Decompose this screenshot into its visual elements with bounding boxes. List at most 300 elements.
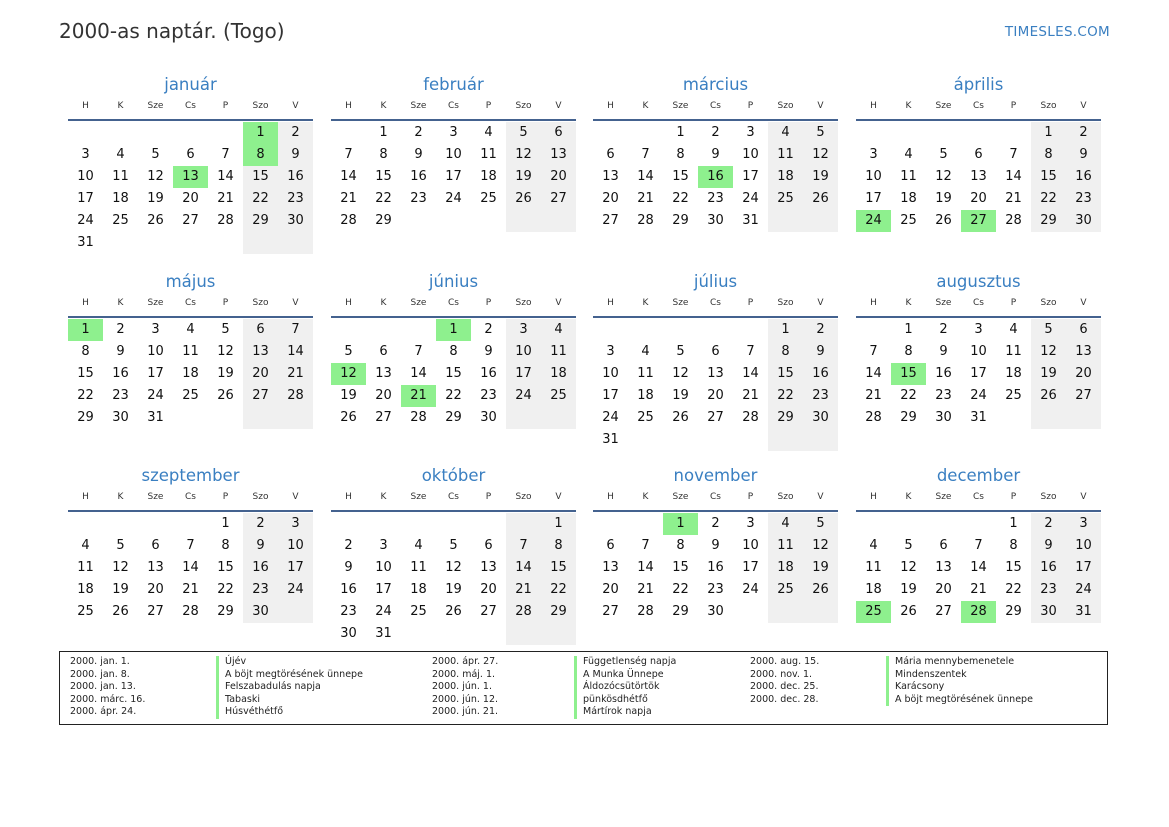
holiday-name: Mária mennybemenetele (886, 656, 1033, 669)
day-cell: 7 (746, 344, 755, 359)
day-cell: 29 (768, 407, 803, 429)
holiday-date: 2000. márc. 16. (70, 693, 146, 705)
month-2 (331, 74, 576, 232)
weekday-label: Cs (710, 101, 721, 111)
weekday-label: V (292, 101, 299, 111)
day-cell: 22 (243, 188, 278, 210)
day-cell: 2 (278, 122, 313, 144)
day-cell: 18 (410, 582, 427, 597)
holiday-date: 2000. dec. 25. (750, 681, 819, 693)
day-grid (331, 122, 576, 232)
day-cell: 24 (375, 604, 392, 619)
day-cell: 10 (147, 344, 164, 359)
day-cell: 30 (112, 410, 129, 425)
weekday-label: H (345, 492, 352, 502)
empty-day-cell (103, 513, 138, 535)
weekday-label: P (1010, 298, 1017, 308)
holiday-date: 2000. aug. 15. (750, 656, 820, 667)
day-cell: 2 (711, 516, 720, 531)
day-cell: 11 (182, 344, 199, 359)
empty-day-cell (856, 319, 891, 341)
weekday-label: P (485, 492, 492, 502)
day-cell: 14 (182, 560, 199, 575)
day-cell: 11 (768, 535, 803, 557)
month-name: június (428, 272, 479, 291)
holiday-day-cell: 25 (856, 601, 891, 623)
day-cell: 14 (865, 366, 882, 381)
empty-day-cell (803, 601, 838, 623)
empty-day-cell (68, 513, 103, 535)
day-cell: 3 (974, 322, 983, 337)
empty-day-cell (401, 319, 436, 341)
day-cell: 17 (375, 582, 392, 597)
day-cell: 15 (217, 560, 234, 575)
weekday-header (856, 99, 1101, 121)
day-cell: 21 (637, 191, 654, 206)
holiday-name: Újév (216, 656, 363, 669)
day-cell: 5 (116, 538, 125, 553)
day-cell: 28 (340, 213, 357, 228)
day-cell: 10 (445, 147, 462, 162)
day-cell: 3 (746, 516, 755, 531)
empty-day-cell (208, 122, 243, 144)
day-cell: 2 (939, 322, 948, 337)
holiday-date: 2000. dec. 28. (750, 693, 819, 705)
holiday-name: pünkösdhétfő (574, 694, 676, 707)
day-cell: 8 (676, 538, 685, 553)
empty-day-cell (103, 122, 138, 144)
legend-name-column (886, 656, 1033, 706)
day-cell: 10 (742, 147, 759, 162)
holiday-day-cell: 12 (331, 363, 366, 385)
weekday-label: Sze (935, 492, 952, 502)
day-cell: 14 (506, 557, 541, 579)
day-cell: 22 (768, 385, 803, 407)
day-cell: 27 (541, 188, 576, 210)
holiday-day-cell: 13 (173, 166, 208, 188)
weekday-label: V (1080, 101, 1087, 111)
month-1 (68, 74, 313, 254)
weekday-header (593, 296, 838, 318)
day-cell: 23 (340, 604, 357, 619)
day-cell: 2 (1031, 513, 1066, 535)
day-grid (331, 319, 576, 429)
day-cell: 26 (445, 604, 462, 619)
day-cell: 1 (379, 125, 388, 140)
day-cell: 31 (375, 626, 392, 641)
weekday-label: H (82, 101, 89, 111)
day-cell: 21 (217, 191, 234, 206)
holiday-date: 2000. nov. 1. (750, 668, 813, 680)
holiday-day-cell: 21 (401, 385, 436, 407)
weekday-label: Sze (147, 101, 164, 111)
weekday-label: V (555, 492, 562, 502)
day-cell: 16 (1066, 166, 1101, 188)
day-cell: 24 (506, 385, 541, 407)
month-name: február (423, 75, 484, 94)
day-cell: 7 (1009, 147, 1018, 162)
day-cell: 5 (803, 513, 838, 535)
day-cell: 24 (147, 388, 164, 403)
weekday-label: H (870, 298, 877, 308)
weekday-header (856, 490, 1101, 512)
day-cell: 22 (672, 191, 689, 206)
weekday-header (68, 99, 313, 121)
weekday-label: Cs (185, 101, 196, 111)
day-cell: 18 (541, 363, 576, 385)
day-cell: 7 (869, 344, 878, 359)
day-cell: 14 (410, 366, 427, 381)
weekday-label: V (555, 101, 562, 111)
empty-day-cell (593, 319, 628, 341)
day-cell: 2 (116, 322, 125, 337)
empty-day-cell (698, 319, 733, 341)
day-grid (593, 513, 838, 623)
empty-day-cell (138, 232, 173, 254)
empty-day-cell (1066, 407, 1101, 429)
weekday-label: H (607, 492, 614, 502)
weekday-label: P (485, 101, 492, 111)
weekday-header (68, 296, 313, 318)
empty-day-cell (803, 210, 838, 232)
day-cell: 27 (707, 410, 724, 425)
day-cell: 8 (449, 344, 458, 359)
day-cell: 18 (768, 557, 803, 579)
day-cell: 22 (541, 579, 576, 601)
day-cell: 30 (480, 410, 497, 425)
day-cell: 9 (414, 147, 423, 162)
day-cell: 27 (182, 213, 199, 228)
day-cell: 26 (900, 604, 917, 619)
day-cell: 31 (77, 235, 94, 250)
day-cell: 13 (375, 366, 392, 381)
day-cell: 16 (707, 560, 724, 575)
empty-day-cell (733, 429, 768, 451)
day-cell: 24 (742, 582, 759, 597)
day-cell: 29 (1005, 604, 1022, 619)
day-cell: 7 (506, 535, 541, 557)
day-cell: 25 (112, 213, 129, 228)
day-cell: 19 (672, 388, 689, 403)
day-grid (856, 319, 1101, 429)
day-cell: 17 (506, 363, 541, 385)
empty-day-cell (891, 513, 926, 535)
day-cell: 3 (151, 322, 160, 337)
day-cell: 11 (637, 366, 654, 381)
empty-day-cell (173, 122, 208, 144)
day-cell: 25 (77, 604, 94, 619)
weekday-label: K (380, 298, 387, 308)
day-cell: 27 (1066, 385, 1101, 407)
day-cell: 31 (742, 213, 759, 228)
legend-date-column (432, 656, 498, 719)
weekday-header (331, 99, 576, 121)
weekday-label: Cs (973, 101, 984, 111)
weekday-label: Szo (252, 101, 269, 111)
weekday-label: P (747, 492, 754, 502)
day-cell: 20 (147, 582, 164, 597)
day-cell: 11 (768, 144, 803, 166)
empty-day-cell (138, 513, 173, 535)
month-name: december (936, 466, 1021, 485)
weekday-label: Szo (252, 298, 269, 308)
day-cell: 21 (637, 582, 654, 597)
weekday-header (856, 296, 1101, 318)
day-cell: 23 (1066, 188, 1101, 210)
weekday-label: V (817, 492, 824, 502)
day-cell: 21 (865, 388, 882, 403)
empty-day-cell (436, 513, 471, 535)
day-cell: 5 (904, 538, 913, 553)
empty-day-cell (926, 122, 961, 144)
empty-day-cell (471, 623, 506, 645)
day-cell: 23 (707, 582, 724, 597)
day-cell: 18 (637, 388, 654, 403)
day-cell: 26 (803, 579, 838, 601)
weekday-label: Sze (147, 298, 164, 308)
day-cell: 22 (445, 388, 462, 403)
day-cell: 13 (935, 560, 952, 575)
empty-day-cell (768, 429, 803, 451)
weekday-label: Szo (515, 298, 532, 308)
day-cell: 5 (939, 147, 948, 162)
weekday-label: K (380, 101, 387, 111)
empty-day-cell (733, 601, 768, 623)
day-cell: 31 (970, 410, 987, 425)
day-cell: 15 (672, 560, 689, 575)
holiday-date: 2000. jan. 8. (70, 668, 130, 680)
holiday-day-cell: 1 (663, 513, 698, 535)
month-4 (856, 74, 1101, 232)
day-cell: 8 (221, 538, 230, 553)
day-cell: 24 (742, 191, 759, 206)
month-name: október (421, 466, 486, 485)
weekday-label: Cs (710, 298, 721, 308)
day-cell: 23 (112, 388, 129, 403)
weekday-label: K (905, 298, 912, 308)
day-grid (331, 513, 576, 645)
day-cell: 6 (186, 147, 195, 162)
day-cell: 28 (1005, 213, 1022, 228)
weekday-label: H (345, 298, 352, 308)
weekday-label: Szo (1040, 101, 1057, 111)
day-cell: 30 (243, 601, 278, 623)
day-cell: 20 (375, 388, 392, 403)
day-cell: 7 (278, 319, 313, 341)
day-cell: 25 (541, 385, 576, 407)
legend-name-column (216, 656, 363, 719)
day-cell: 17 (742, 560, 759, 575)
empty-day-cell (208, 232, 243, 254)
weekday-label: P (1010, 101, 1017, 111)
day-cell: 9 (1031, 535, 1066, 557)
day-cell: 16 (243, 557, 278, 579)
weekday-label: V (817, 101, 824, 111)
day-cell: 21 (506, 579, 541, 601)
day-cell: 1 (676, 125, 685, 140)
day-cell: 4 (768, 122, 803, 144)
holiday-name: Áldozócsütörtök (574, 681, 676, 694)
day-cell: 23 (278, 188, 313, 210)
day-cell: 4 (641, 344, 650, 359)
weekday-label: H (82, 298, 89, 308)
day-cell: 24 (445, 191, 462, 206)
day-cell: 11 (480, 147, 497, 162)
empty-day-cell (471, 513, 506, 535)
day-cell: 14 (742, 366, 759, 381)
day-cell: 23 (935, 388, 952, 403)
weekday-label: P (485, 298, 492, 308)
day-cell: 10 (278, 535, 313, 557)
day-cell: 22 (217, 582, 234, 597)
month-10 (331, 465, 576, 645)
empty-day-cell (68, 122, 103, 144)
day-cell: 23 (1031, 579, 1066, 601)
empty-day-cell (138, 122, 173, 144)
day-cell: 16 (410, 169, 427, 184)
holiday-day-cell: 1 (243, 122, 278, 144)
empty-day-cell (401, 210, 436, 232)
month-name: május (165, 272, 216, 291)
day-cell: 2 (344, 538, 353, 553)
holiday-day-cell: 15 (891, 363, 926, 385)
day-cell: 15 (243, 166, 278, 188)
holiday-day-cell: 16 (698, 166, 733, 188)
day-cell: 3 (449, 125, 458, 140)
day-cell: 12 (445, 560, 462, 575)
site-link[interactable]: TIMESLES.COM (1004, 24, 1110, 40)
day-cell: 22 (900, 388, 917, 403)
weekday-label: H (345, 101, 352, 111)
empty-day-cell (506, 513, 541, 535)
day-cell: 6 (151, 538, 160, 553)
day-cell: 2 (711, 125, 720, 140)
holiday-name: Karácsony (886, 681, 1033, 694)
day-cell: 16 (1031, 557, 1066, 579)
day-cell: 27 (243, 385, 278, 407)
day-cell: 23 (803, 385, 838, 407)
day-cell: 23 (480, 388, 497, 403)
day-cell: 4 (541, 319, 576, 341)
day-cell: 2 (414, 125, 423, 140)
weekday-label: Sze (147, 492, 164, 502)
day-cell: 28 (637, 604, 654, 619)
weekday-label: V (292, 298, 299, 308)
day-cell: 11 (112, 169, 129, 184)
empty-day-cell (278, 232, 313, 254)
day-cell: 28 (410, 410, 427, 425)
weekday-label: Cs (710, 492, 721, 502)
day-cell: 17 (970, 366, 987, 381)
day-cell: 12 (900, 560, 917, 575)
weekday-label: Sze (935, 298, 952, 308)
day-cell: 14 (1005, 169, 1022, 184)
day-cell: 5 (803, 122, 838, 144)
empty-day-cell (768, 210, 803, 232)
day-cell: 14 (278, 341, 313, 363)
day-cell: 9 (484, 344, 493, 359)
day-cell: 20 (935, 582, 952, 597)
weekday-label: K (642, 298, 649, 308)
day-cell: 4 (116, 147, 125, 162)
day-cell: 24 (1066, 579, 1101, 601)
holiday-date: 2000. jún. 21. (432, 706, 499, 718)
holiday-legend (59, 651, 1108, 725)
empty-day-cell (278, 407, 313, 429)
day-cell: 26 (340, 410, 357, 425)
empty-day-cell (103, 232, 138, 254)
empty-day-cell (541, 407, 576, 429)
empty-day-cell (856, 122, 891, 144)
day-cell: 22 (1031, 188, 1066, 210)
holiday-day-cell: 1 (436, 319, 471, 341)
legend-date-column (70, 656, 145, 719)
weekday-label: V (292, 492, 299, 502)
day-cell: 11 (410, 560, 427, 575)
day-cell: 17 (865, 191, 882, 206)
weekday-label: K (117, 101, 124, 111)
day-cell: 19 (803, 557, 838, 579)
day-cell: 10 (742, 538, 759, 553)
day-cell: 16 (803, 363, 838, 385)
day-cell: 30 (278, 210, 313, 232)
weekday-label: Szo (515, 492, 532, 502)
weekday-label: K (905, 101, 912, 111)
day-cell: 7 (414, 344, 423, 359)
empty-day-cell (506, 623, 541, 645)
day-cell: 5 (221, 322, 230, 337)
day-cell: 29 (243, 210, 278, 232)
empty-day-cell (243, 232, 278, 254)
empty-day-cell (1031, 407, 1066, 429)
weekday-label: Cs (973, 492, 984, 502)
empty-day-cell (698, 429, 733, 451)
day-cell: 23 (243, 579, 278, 601)
day-cell: 9 (711, 147, 720, 162)
day-cell: 30 (707, 604, 724, 619)
month-name: január (164, 75, 217, 94)
empty-day-cell (506, 407, 541, 429)
weekday-label: V (555, 298, 562, 308)
day-cell: 25 (182, 388, 199, 403)
day-cell: 6 (606, 147, 615, 162)
day-cell: 28 (742, 410, 759, 425)
empty-day-cell (471, 210, 506, 232)
day-cell: 3 (506, 319, 541, 341)
month-7 (593, 271, 838, 451)
weekday-label: Sze (410, 298, 427, 308)
day-cell: 12 (803, 144, 838, 166)
day-cell: 22 (672, 582, 689, 597)
day-cell: 10 (865, 169, 882, 184)
weekday-label: H (607, 298, 614, 308)
day-cell: 9 (344, 560, 353, 575)
day-cell: 12 (147, 169, 164, 184)
weekday-label: K (380, 492, 387, 502)
day-cell: 18 (865, 582, 882, 597)
day-cell: 7 (221, 147, 230, 162)
day-cell: 17 (445, 169, 462, 184)
day-cell: 28 (278, 385, 313, 407)
day-cell: 12 (112, 560, 129, 575)
day-cell: 30 (707, 213, 724, 228)
day-cell: 22 (375, 191, 392, 206)
day-cell: 27 (480, 604, 497, 619)
day-cell: 19 (147, 191, 164, 206)
day-cell: 19 (935, 191, 952, 206)
empty-day-cell (243, 407, 278, 429)
day-cell: 27 (375, 410, 392, 425)
